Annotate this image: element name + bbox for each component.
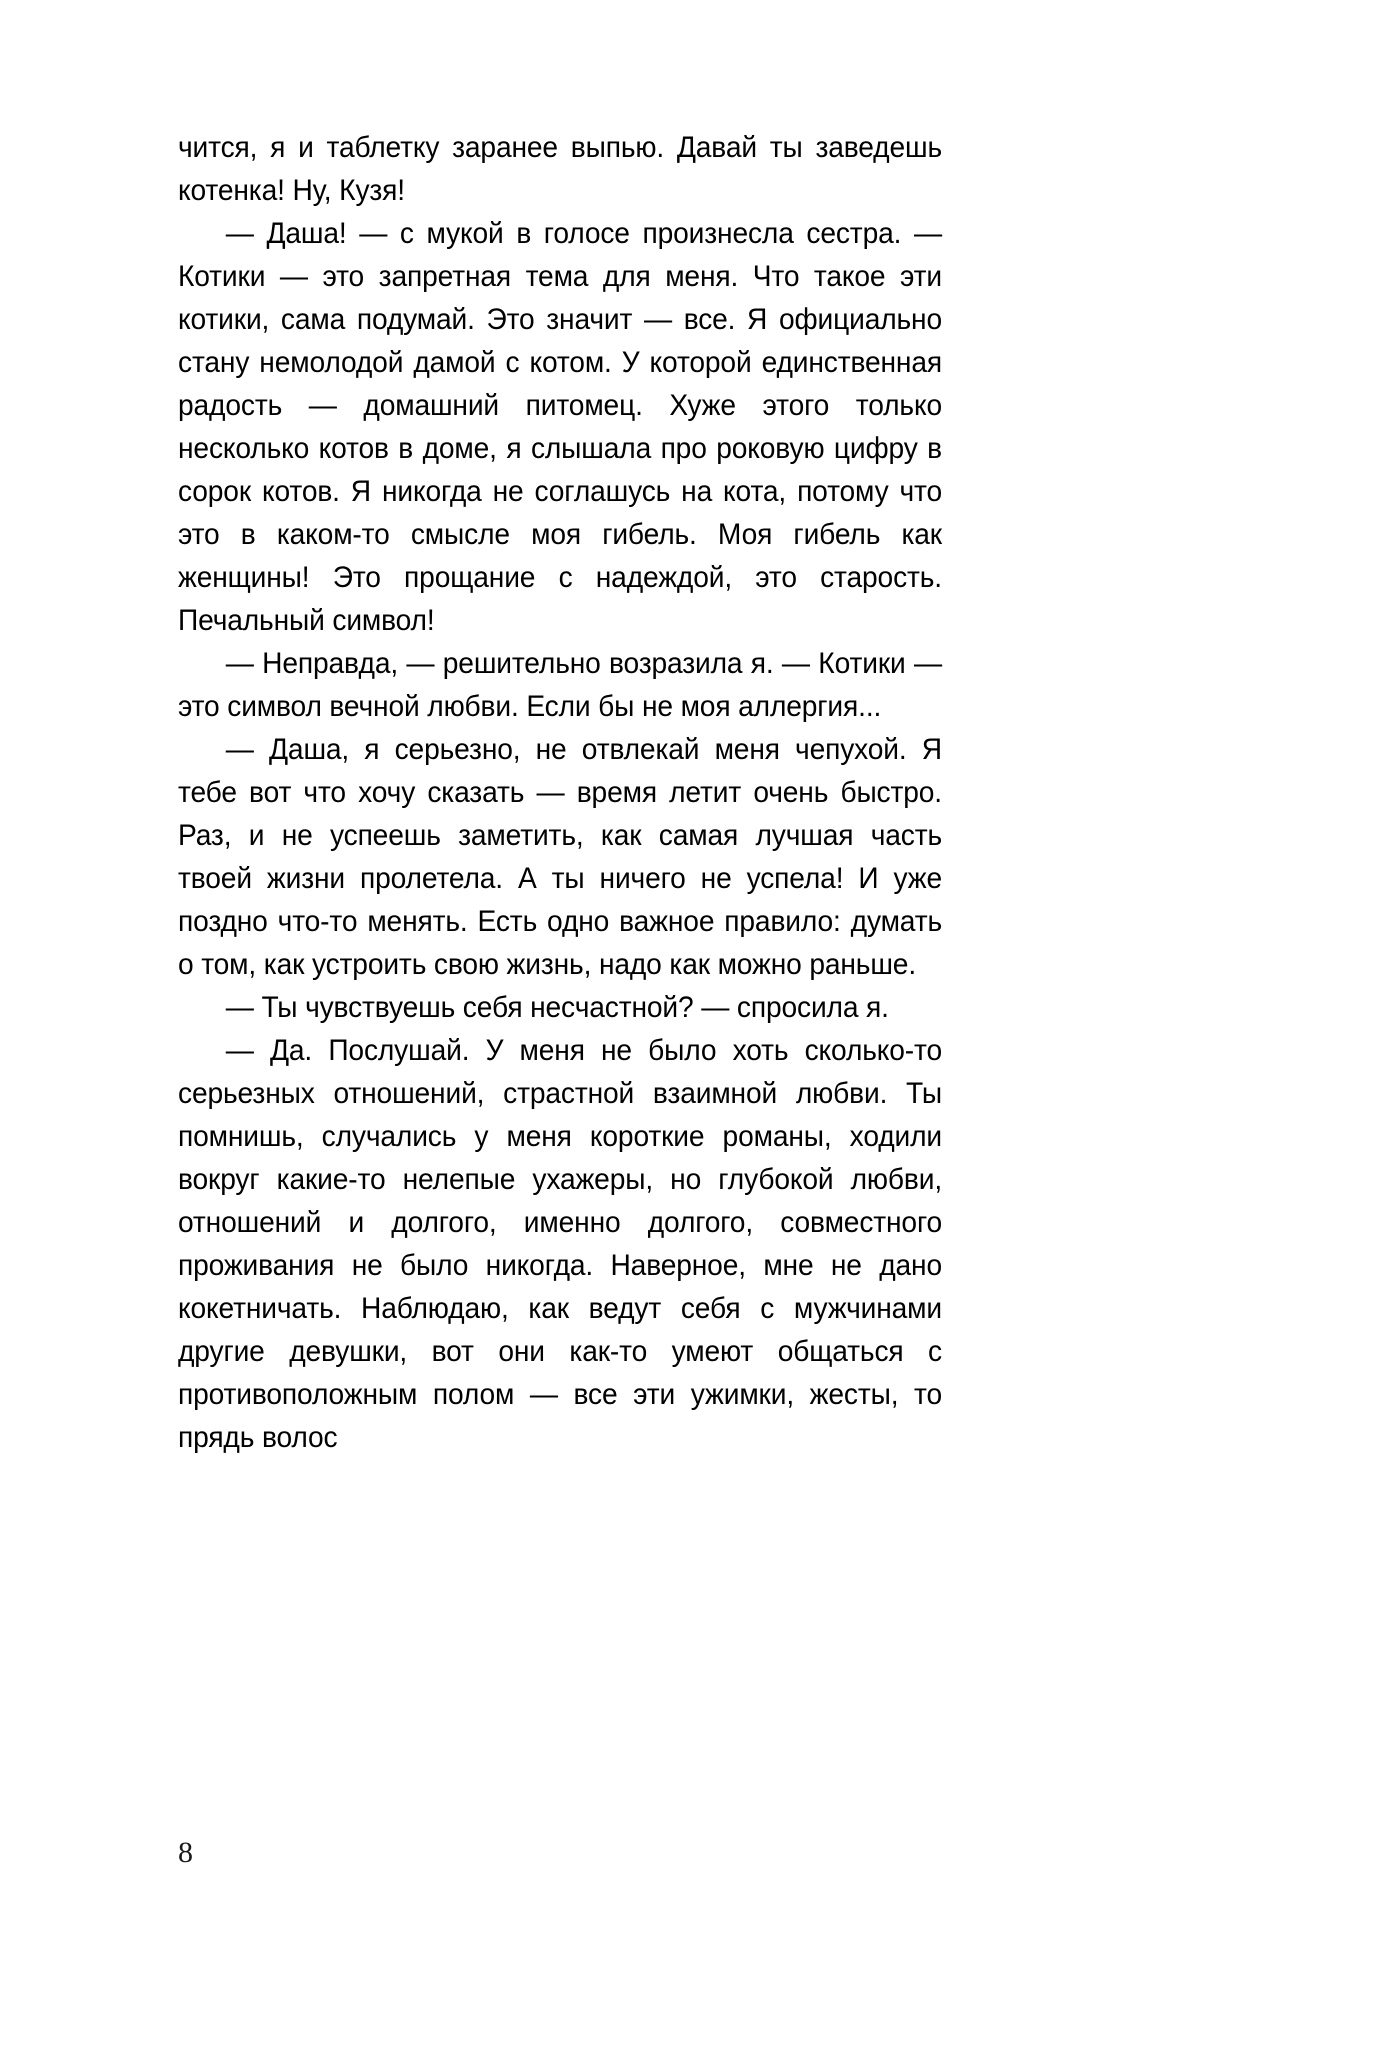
paragraph-3: — Неправда, — решительно возразила я. — Котики — это символ вечной любви. Если бы не моя аллергия... xyxy=(178,647,942,723)
paragraph-2: — Даша! — с мукой в голосе произнесла сестра. — Котики — это запретная тема для меня. Что такое эти котики, сама подумай. Это значит — все. Я официально стану немолодой дамой с котом. У которой единственная радость — домашний питомец. Хуже этого только несколько котов в доме, я слышала про роковую цифру в сорок котов. Я никогда не соглашусь на кота, потому что это в каком-то смысле моя гибель. Моя гибель как женщины! Это прощание с надеждой, это старость. Печальный символ! xyxy=(178,217,942,637)
page-number: 8 xyxy=(178,1836,193,1869)
page-text-block xyxy=(178,126,942,1459)
paragraph-4: — Даша, я серьезно, не отвлекай меня чепухой. Я тебе вот что хочу сказать — время летит очень быстро. Раз, и не успеешь заметить, как самая лучшая часть твоей жизни пролетела. А ты ничего не успела! И уже поздно что-то менять. Есть одно важное правило: думать о том, как устроить свою жизнь, надо как можно раньше. xyxy=(178,733,942,981)
paragraph-5: — Ты чувствуешь себя несчастной? — спросила я. xyxy=(225,991,889,1024)
paragraph-1: чится, я и таблетку заранее выпью. Давай ты заведешь котенка! Ну, Кузя! xyxy=(178,131,942,207)
paragraph-6: — Да. Послушай. У меня не было хоть сколько-то серьезных отношений, страстной взаимной любви. Ты помнишь, случались у меня короткие романы, ходили вокруг какие-то нелепые ухажеры, но глубокой любви, отношений и долгого, именно долгого, совместного проживания не было никогда. Наверное, мне не дано кокетничать. Наблюдаю, как ведут себя с мужчинами другие девушки, вот они как-то умеют общаться с противоположным полом — все эти ужимки, жесты, то прядь волос xyxy=(178,1034,942,1454)
